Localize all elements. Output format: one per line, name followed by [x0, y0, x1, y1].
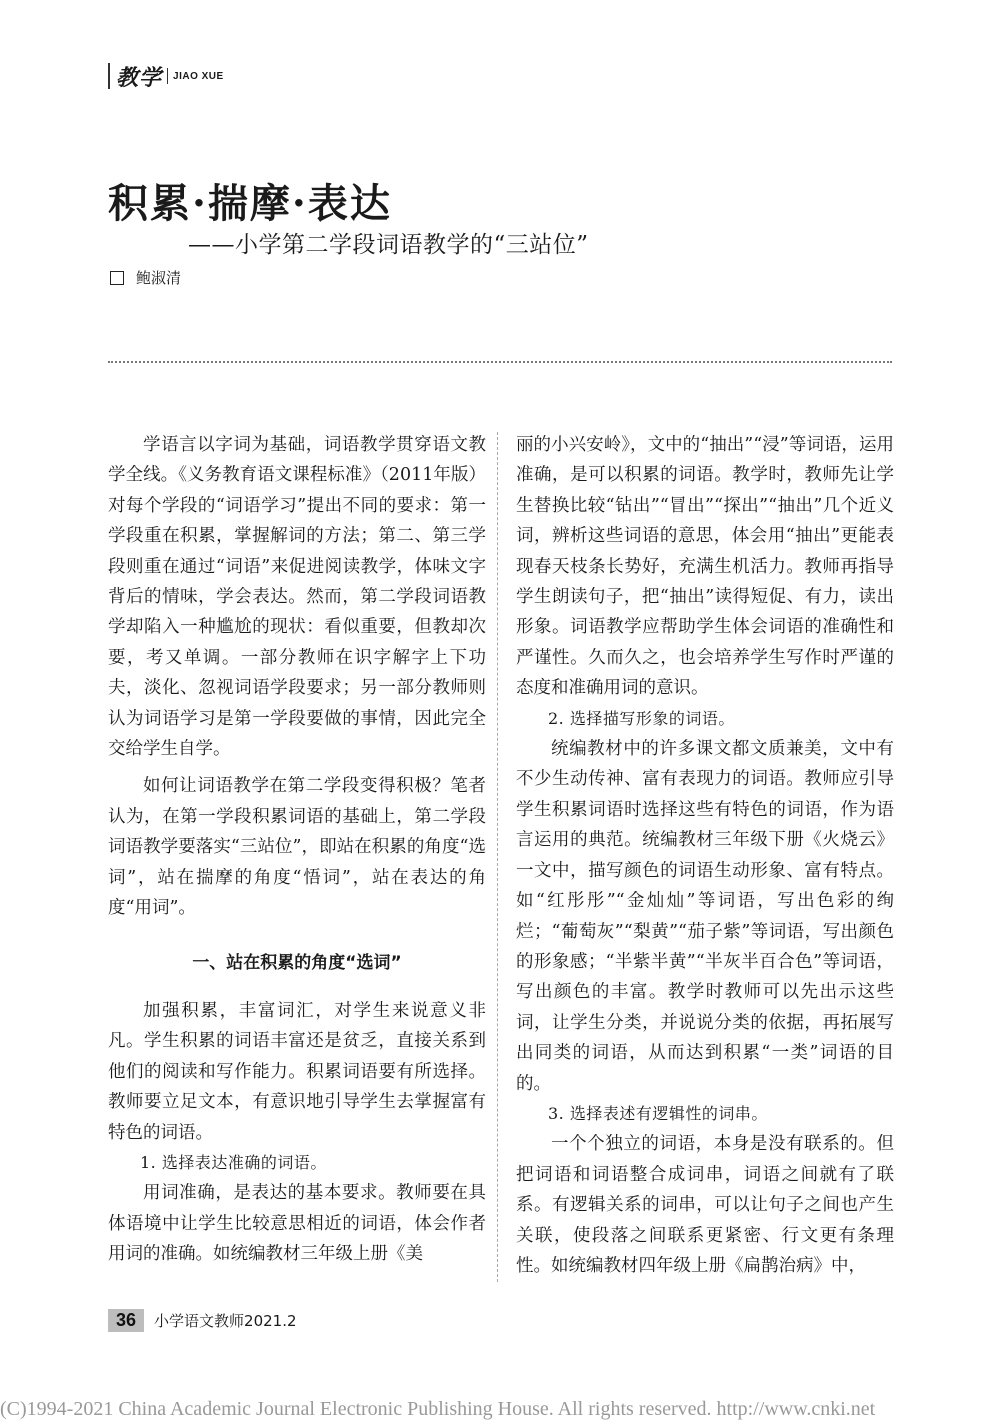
paragraph: 如何让词语教学在第二学段变得积极？笔者认为，在第一学段积累词语的基础上，第二学段词语教学要落实“三站位”，即站在积累的角度“选词”，站在揣摩的角度“悟词”，站在表达的角度“用词”。 — [108, 776, 486, 919]
section-tag-separator — [167, 68, 168, 84]
paragraph: 丽的小兴安岭》，文中的“抽出”“浸”等词语，运用准确，是可以积累的词语。教学时，教师先让学生替换比较“钻出”“冒出”“探出”“抽出”几个近义词，辨析这些词语的意思，体会用“抽出”更能表现春天枝条长势好，充满生机活力。教师再指导学生朗读句子，把“抽出”读得短促、有力，读出形象。词语教学应帮助学生体会词语的准确性和严谨性。久而久之，也会培养学生写作时严谨的态度和准确用词的意识。 — [516, 435, 894, 699]
sub-heading: 3. 选择表述有逻辑性的词串。 — [548, 1103, 768, 1123]
dotted-divider — [108, 361, 892, 363]
paragraph: 用词准确，是表达的基本要求。教师要在具体语境中让学生比较意思相近的词语，体会作者用词的准确。如统编教材三年级上册《美 — [108, 1183, 486, 1265]
left-column — [108, 430, 486, 1270]
sub-heading: 1. 选择表达准确的词语。 — [140, 1152, 327, 1172]
section-tag — [108, 62, 224, 90]
author-line — [110, 267, 181, 288]
right-column — [516, 430, 894, 1281]
section-name-cn: 教学 — [116, 64, 163, 91]
paragraph: 一个个独立的词语，本身是没有联系的。但把词语和词语整合成词串，词语之间就有了联系。有逻辑关系的词串，可以让句子之间也产生关联，使段落之间联系更紧密、行文更有条理性。如统编教材四年级上册《扁鹊治病》中， — [516, 1134, 894, 1276]
section-tag-bar — [108, 63, 110, 89]
section-heading: 一、站在积累的角度“选词” — [192, 952, 402, 973]
journal-name: 小学语文教师2021.2 — [154, 1312, 297, 1330]
column-separator — [497, 432, 498, 1282]
sub-heading: 2. 选择描写形象的词语。 — [548, 708, 735, 728]
page-footer — [108, 1309, 297, 1332]
article-subtitle: ——小学第二学段词语教学的“三站位” — [188, 232, 589, 258]
article-title: 积累·揣摩·表达 — [108, 180, 392, 227]
author-box-icon — [110, 271, 124, 285]
paragraph: 统编教材中的许多课文都文质兼美，文中有不少生动传神、富有表现力的词语。教师应引导学生积累词语时选择这些有特色的词语，作为语言运用的典范。统编教材三年级下册《火烧云》一文中，描写颜色的词语生动形象、富有特点。如“红彤彤”“金灿灿”等词语，写出色彩的绚烂；“葡萄灰”“梨黄”“茄子紫”等词语，写出颜色的形象感；“半紫半黄”“半灰半百合色”等词语，写出颜色的丰富。教学时教师可以先出示这些词，让学生分类，并说说分类的依据，再拓展写出同类的词语，从而达到积累“一类”词语的目的。 — [516, 739, 894, 1094]
page-number: 36 — [108, 1309, 144, 1332]
paragraph: 学语言以字词为基础，词语教学贯穿语文教学全线。《义务教育语文课程标准》（2011年版）对每个学段的“词语学习”提出不同的要求：第一学段重在积累，掌握解词的方法；第二、第三学段则重在通过“词语”来促进阅读教学，体味文字背后的情味，学会表达。然而，第二学段词语教学却陷入一种尴尬的现状：看似重要，但教却次要，考又单调。一部分教师在识字解字上下功夫，淡化、忽视词语学段要求；另一部分教师则认为词语学习是第一学段要做的事情，因此完全交给学生自学。 — [108, 435, 486, 760]
paragraph: 加强积累，丰富词汇，对学生来说意义非凡。学生积累的词语丰富还是贫乏，直接关系到他们的阅读和写作能力。积累词语要有所选择。教师要立足文本，有意识地引导学生去掌握富有特色的词语。 — [108, 1000, 486, 1143]
author-name: 鲍淑清 — [136, 269, 182, 287]
copyright-notice: (C)1994-2021 China Academic Journal Electronic Publishing House. All rights reserved. http://www.cnki.net — [0, 1398, 876, 1420]
section-name-en: JIAO XUE — [173, 70, 224, 82]
